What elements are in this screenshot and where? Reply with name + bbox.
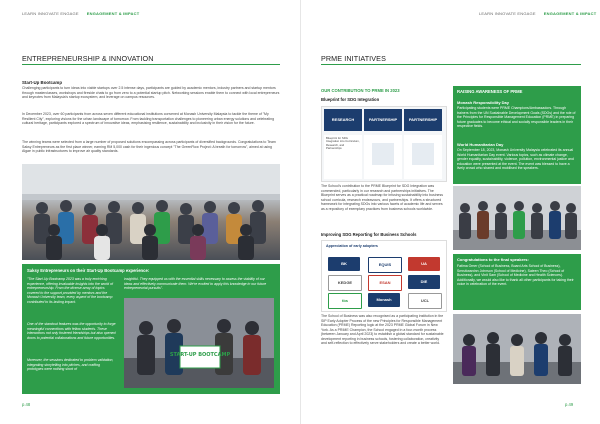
left-section-tag: ENGAGEMENT & IMPACT — [86, 11, 140, 16]
intro-paragraph: Challenging participants to turn ideas into viable startups over 2.5 intense days, participants are guided by academic mentors, industry partners and startup mentors through masterclasses, workshops and fireside chats to go from zero to a potential startup pitch. Networking sessions enable them to connect with local entrepreneurs and keynotes from Malaysia's startup ecosystem, and leverage on campus resources. — [22, 86, 280, 99]
left-running-header — [22, 11, 139, 16]
blueprint-panel-research: RESEARCH — [324, 109, 362, 131]
right-section-tag: ENGAGEMENT & IMPACT — [543, 11, 597, 16]
mrd-paragraph: Participating students were PRME Champions/Ambassadors. Through trainers from the UN Sustainable Development Goals (SDGs) and the role of the Principles for Responsible Management Education (PRME) in preparing future graduates to become ethical and socially responsible leaders in their respective fields. — [457, 106, 576, 128]
humanitarian-photo-illustration — [453, 186, 581, 250]
blueprint-doc-1 — [324, 135, 362, 179]
adopter-logo-4: KEDGE — [328, 275, 362, 291]
title-rule — [22, 64, 280, 65]
team-photo-illustration — [124, 298, 274, 388]
left-page-number: p.48 — [22, 402, 31, 407]
awareness-heading: RAISING AWARENESS OF PRME — [457, 89, 523, 94]
adopter-logo-3: UA — [408, 257, 440, 271]
bootcamp-sign: START-UP BOOTCAMP — [169, 352, 231, 358]
awareness-box — [453, 86, 581, 184]
early-adopters-title: Appreciation of early adopters — [326, 244, 378, 248]
congrats-heading: Congratulations to the final speakers: — [457, 257, 529, 262]
congrats-box — [453, 254, 581, 310]
blueprint-panel-partnership-1: PARTNERSHIP — [364, 109, 402, 131]
reporting-paragraph: The School of Business was also recognised as a participating institution in the SIP Early Adopter Process of the new Principles for Responsible Management Education (PRME) Reporting logic at the 2023 PRME Global Forum in New York. As a PRIME Champion, the School engaged in a four-month process (between January and April 2023) to establish a global standard for sustainable development reporting in business schools, fostering collaboration, creativity and self-reflection to effectively serve stakeholders and create a better world. — [321, 314, 444, 345]
adopter-logo-2: EQUIS — [368, 257, 402, 273]
whd-paragraph: On September 18, 2023, Monash University Malaysia celebrated its annual World Humanitarian Day event. Various topics, such as climate change, gender equality, sustainability, violence, pollution, environmental justice and education were presented at the event. The event was blessed to have a lively crowd who shared and mobilised the speakers. — [457, 148, 574, 170]
right-page-title: PRME INITIATIVES — [321, 54, 386, 63]
adopter-logo-8: Monash — [368, 293, 400, 307]
quote-part-4: insightful. They equipped us with the essential skills necessary to assess the viability of our ideas and effectively communicate them. We're excited to apply this knowledge in our future entrepreneurial pursuits". — [124, 277, 267, 290]
right-running-header — [479, 11, 596, 16]
article-heading: Start-Up Bootcamp — [22, 80, 63, 85]
blueprint-doc-3 — [404, 135, 442, 179]
blueprint-doc-image-2 — [412, 143, 434, 165]
event-paragraph: In December 2023, over 60 participants from across seven different educational institutions convened at Monash University Malaysia to tackle the theme of "My Resilient City", exploring visions for the urban landscape of tomorrow. From tackling transportation challenges to pioneering urban energy solutions and celebrating cultural heritage, participants explored a spectrum of innovative ideas, emphasising resilience, sustainability and inclusivity in their vision for the future. — [22, 112, 275, 125]
reporting-heading: Improving SDG Reporting for Business Schools — [321, 232, 417, 237]
right-title-rule — [321, 64, 581, 65]
blueprint-panel-partnership-2: PARTNERSHIP — [404, 109, 442, 131]
speakers-photo-illustration — [453, 314, 581, 384]
blueprint-doc-2 — [364, 135, 402, 179]
blueprint-heading: Blueprint for SDG Integration — [321, 97, 380, 102]
adopter-logo-7: tbs — [328, 293, 362, 309]
group-photo-illustration — [22, 164, 280, 260]
mrd-heading: Monash Responsibility Day — [457, 100, 510, 105]
early-adopters-graphic — [321, 240, 447, 312]
adopter-logo-5: ESAN — [368, 275, 402, 291]
right-page — [300, 0, 600, 424]
adopter-logo-6: DIE — [408, 275, 440, 289]
whd-heading: World Humanitarian Day — [457, 142, 504, 147]
team-winner-photo — [124, 298, 274, 388]
experience-box — [22, 264, 280, 394]
congrats-paragraph: Fatima Omer (School of Business, Board Arts School of Business), Smrutiwardnn Johnson (School of Medicine), Saieen Theo (School of Business), and Vinit Sam (School of Medicine and Health Sciences). Additionally, we would also like to thank all other participants for taking their voice in celebration of the event. — [457, 264, 574, 286]
blueprint-paragraph: The School's contribution to the PRME Blueprint for SDG Integration was commended, particularly in our research and partnerships initiatives. The Blueprint serves as a practical roadmap for infusing sustainability into business school curricula, research endeavours, and partnerships. It offers a structured framework for integrating SDGs into various facets of academic life and serves as a repository of exemplary practices from business schools worldwide. — [321, 184, 443, 211]
blueprint-caption: Blueprint for SDG Integration into Curriculum, Research, and Partnerships — [326, 136, 360, 151]
adopter-logo-1: BK — [328, 257, 360, 271]
quote-part-2: One of the standout features was the opportunity to forge meaningful connections with fellow students. These interactions not only fostered friendships but also opened doors to potential collaborations and future opportunities. — [27, 322, 116, 340]
bootcamp-group-photo — [22, 164, 280, 260]
right-brand: LEARN INNOVATE ENGAGE — [479, 11, 536, 16]
left-brand: LEARN INNOVATE ENGAGE — [22, 11, 79, 16]
winners-paragraph: The winning teams were selected from a large number of proposed solutions encompassing across participants of diversified backgrounds. Congratulations to Team Saksy Entrepreneurs as the first place winner, earning RM 5,000 cash for their ingenious concept "The GreenFlow Project: A breath for tomorrow", aimed at using Algae in public infrastructures to improve air quality standards. — [22, 140, 276, 153]
right-page-number: p.49 — [565, 402, 574, 407]
adopter-logo-9: UCL — [408, 293, 442, 309]
quote-part-1: "The Start-Up Bootcamp 2023 was a truly enriching experience, offering invaluable insights into the world of entrepreneurship. From the diverse array of topics covered to the support provided by mentors and the Monash University team, every aspect of the bootcamp contributed to its lasting impact. — [27, 277, 113, 304]
experience-heading: Saksy Entrepreneurs on their Start-Up Bootcamp experience: — [27, 268, 150, 273]
quote-part-3: Moreover, the sessions dedicated to problem validation, integrating storytelling into pitches, and crafting prototypes were nothing short of — [27, 358, 114, 371]
blueprint-doc-image — [372, 143, 394, 165]
blueprint-graphic — [321, 106, 447, 182]
contribution-heading: OUR CONTRIBUTION TO PRME IN 2023 — [321, 88, 400, 93]
left-page-title: ENTREPRENEURSHIP & INNOVATION — [22, 54, 154, 63]
humanitarian-day-photo — [453, 186, 581, 250]
speakers-photo — [453, 314, 581, 384]
